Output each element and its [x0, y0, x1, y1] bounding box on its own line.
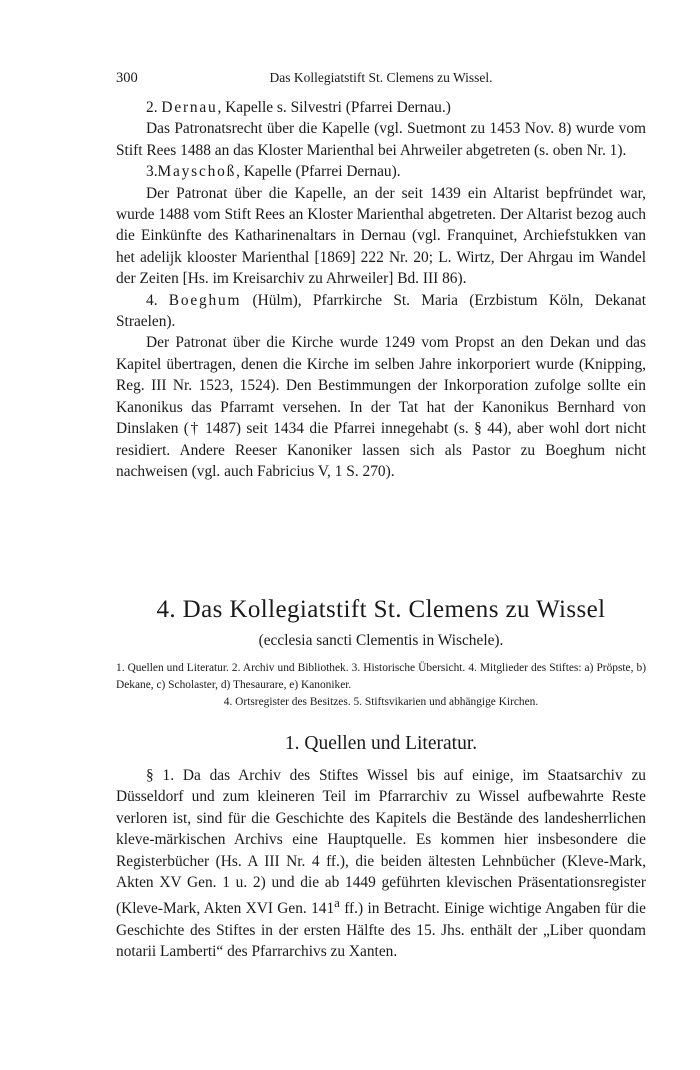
entry-place: Mayschoß — [157, 163, 237, 181]
entry-heading-dernau — [116, 97, 646, 118]
church-entries — [116, 97, 646, 482]
entry-heading-mayschoss — [116, 161, 646, 182]
page-number: 300 — [116, 70, 138, 86]
entry-description: , Kapelle s. Silvestri (Pfarrei Dernau.) — [217, 99, 451, 116]
chapter-title: 4. Das Kollegiatstift St. Clemens zu Wissel — [156, 596, 606, 623]
entry-text-boeghum: Der Patronat über die Kirche wurde 1249 vom Propst an den Dekan und das Kapitel übertragen, denen die Kirche im selben Jahre inkorporiert wurde (Knipping, Reg. III Nr. 1523, 1524). Den Bestimmungen der Inkorporation zufolge sollte ein Kanonikus das Pfarramt versehen. In der Tat hat der Kanonikus Bernhard von Dinslaken († 1487) seit 1434 die Pfarrei innegehabt (s. § 44), aber wohl dort nicht residiert. Andere Reeser Kanoniker lassen sich als Pastor zu Boeghum nicht nachweisen (vgl. auch Fabricius V, 1 S. 270). — [116, 334, 646, 480]
entry-number: 2. — [146, 99, 158, 116]
entry-number: 3. — [146, 163, 158, 181]
superscript-mark: a — [334, 896, 340, 911]
paragraph-text: ff.) in Betracht. Einige wichtige Angaben für die Geschichte des Stiftes in der ersten Hälfte des 15. Jhs. enthält der „Liber quondam notarii Lamberti“ des Pfarrarchivs zu Xanten. — [116, 900, 646, 961]
entry-place: Boeghum — [168, 291, 242, 309]
section-body — [116, 765, 646, 963]
paragraph-mark: § 1. — [146, 767, 175, 784]
chapter-subtitle: (ecclesia sancti Clementis in Wischele). — [258, 632, 504, 649]
section-heading: 1. Quellen und Literatur. — [284, 733, 478, 754]
entry-description: (Hülm), Pfarrkirche St. Maria (Erzbistum Köln, Dekanat Straelen). — [116, 291, 647, 331]
entry-description: , Kapelle (Pfarrei Dernau). — [236, 163, 401, 181]
section-paragraph — [116, 765, 646, 963]
running-title: Das Kollegiatstift St. Clemens zu Wissel. — [269, 70, 493, 85]
entry-number: 4. — [146, 291, 158, 309]
entry-heading-boeghum — [116, 290, 646, 333]
chapter-contents — [116, 660, 646, 711]
entry-text-mayschoss: Der Patronat über die Kapelle, an der seit 1439 ein Altarist bepfründet war, wurde 1488 vom Stift Rees an Kloster Marienthal abgetreten. Der Altarist bezog auch die Einkünfte des Katharinenaltars in Dernau (vgl. Franquinet, Archiefstukken van het adelijk klooster Marienthal [1869] 222 Nr. 20; L. Wirtz, Der Ahrgau im Wandel der Zeiten [Hs. im Kreisarchiv zu Ahrweiler] Bd. III 86). — [116, 184, 646, 288]
entry-place: Dernau — [161, 99, 218, 116]
paragraph-text: Da das Archiv des Stiftes Wissel bis auf einige, im Staatsarchiv zu Düsseldorf und zum kleineren Teil im Pfarrarchiv zu Wissel aufbewahrte Reste verloren ist, sind für die Geschichte des Kapitels die Bestände des landesherrlichen kleve-märkischen Archivs eine Hauptquelle. Es kommen hier insbesondere die Registerbücher (Hs. A III Nr. 4 ff.), die beiden ältesten Lehnbücher (Kleve-Mark, Akten XV Gen. 1 u. 2) und die ab 1449 geführten klevischen Präsentationsregister (Kleve-Mark, Akten XVI Gen. 141 — [116, 767, 646, 918]
running-head — [116, 70, 646, 90]
contents-line: 4. Ortsregister des Besitzes. 5. Stiftsvikarien und abhängige Kirchen. — [223, 696, 539, 708]
entry-text-dernau: Das Patronatsrecht über die Kapelle (vgl. Suetmont zu 1453 Nov. 8) wurde vom Stift Rees 1488 an das Kloster Marienthal bei Ahrweiler abgetreten (s. oben Nr. 1). — [116, 120, 646, 159]
contents-line: 1. Quellen und Literatur. 2. Archiv und Bibliothek. 3. Historische Übersicht. 4. Mitglieder des Stiftes: a) Pröpste, b) Dekane, c) Scholaster, d) Thesaurare, e) Kanoniker. — [116, 662, 646, 691]
